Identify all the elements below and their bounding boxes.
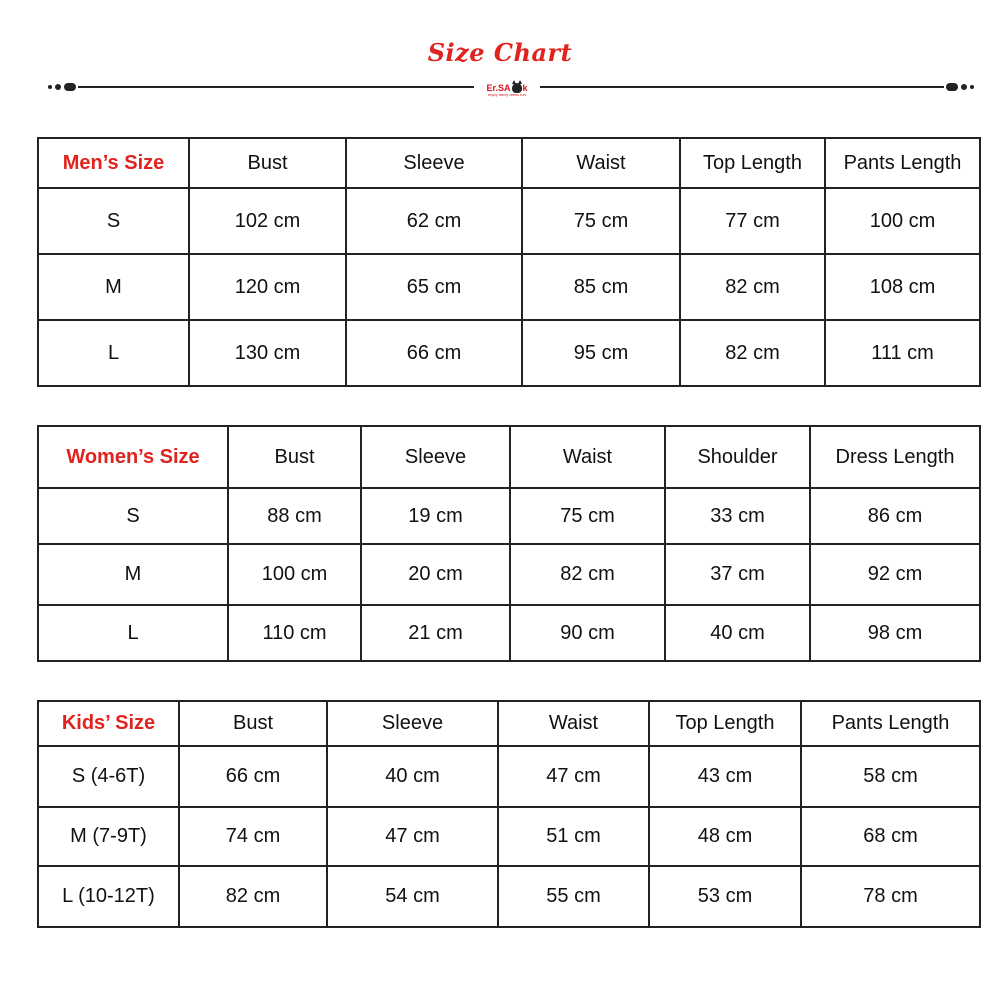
table-cell: 90 cm <box>510 605 665 661</box>
table-cell: M (7-9T) <box>38 807 179 866</box>
column-header: Sleeve <box>361 426 510 488</box>
kids-size-label: Kids’ Size <box>38 701 179 746</box>
table-cell: 66 cm <box>179 746 327 807</box>
table-cell: M <box>38 254 189 320</box>
table-row <box>38 488 980 544</box>
table-cell: 82 cm <box>680 254 825 320</box>
table-cell: 53 cm <box>649 866 801 927</box>
table-row <box>38 605 980 661</box>
table-cell: 110 cm <box>228 605 361 661</box>
table-row <box>38 746 980 807</box>
table-cell: 111 cm <box>825 320 980 386</box>
table-cell: S <box>38 488 228 544</box>
logo-text-2: k <box>522 83 528 93</box>
column-header: Pants Length <box>825 138 980 188</box>
table-cell: 82 cm <box>510 544 665 605</box>
table-cell: 21 cm <box>361 605 510 661</box>
table-cell: S <box>38 188 189 254</box>
table-row <box>38 807 980 866</box>
table-cell: 55 cm <box>498 866 649 927</box>
logo-text: Er.SA <box>486 83 511 93</box>
column-header: Bust <box>228 426 361 488</box>
table-cell: 54 cm <box>327 866 498 927</box>
table-cell: 98 cm <box>810 605 980 661</box>
divider-dots-left <box>48 82 76 92</box>
table-cell: 88 cm <box>228 488 361 544</box>
column-header: Waist <box>522 138 680 188</box>
table-cell: 51 cm <box>498 807 649 866</box>
table-cell: 74 cm <box>179 807 327 866</box>
table-cell: 108 cm <box>825 254 980 320</box>
kids-size-table <box>37 700 981 928</box>
table-cell: 75 cm <box>522 188 680 254</box>
table-cell: 47 cm <box>498 746 649 807</box>
table-row <box>38 254 980 320</box>
table-header-row <box>38 426 980 488</box>
table-cell: 85 cm <box>522 254 680 320</box>
womens-size-table <box>37 425 981 662</box>
column-header: Top Length <box>649 701 801 746</box>
table-cell: 33 cm <box>665 488 810 544</box>
column-header: Sleeve <box>346 138 522 188</box>
table-row <box>38 188 980 254</box>
column-header: Waist <box>510 426 665 488</box>
divider-dots-right <box>946 82 974 92</box>
table-cell: L (10-12T) <box>38 866 179 927</box>
table-cell: L <box>38 320 189 386</box>
column-header: Pants Length <box>801 701 980 746</box>
table-cell: 95 cm <box>522 320 680 386</box>
page-title: Size Chart <box>427 38 573 67</box>
column-header: Bust <box>179 701 327 746</box>
table-cell: 75 cm <box>510 488 665 544</box>
table-cell: 102 cm <box>189 188 346 254</box>
logo-tagline: enjoy fancy dress fun <box>488 92 526 97</box>
column-header: Waist <box>498 701 649 746</box>
column-header: Sleeve <box>327 701 498 746</box>
brand-logo <box>474 77 540 99</box>
mens-size-table <box>37 137 981 387</box>
table-cell: 77 cm <box>680 188 825 254</box>
table-header-row <box>38 138 980 188</box>
mens-size-label: Men’s Size <box>38 138 189 188</box>
womens-size-label: Women’s Size <box>38 426 228 488</box>
table-cell: 130 cm <box>189 320 346 386</box>
table-cell: 66 cm <box>346 320 522 386</box>
table-cell: 86 cm <box>810 488 980 544</box>
table-cell: 82 cm <box>680 320 825 386</box>
table-cell: 78 cm <box>801 866 980 927</box>
table-cell: 92 cm <box>810 544 980 605</box>
table-cell: 40 cm <box>327 746 498 807</box>
column-header: Bust <box>189 138 346 188</box>
table-row <box>38 544 980 605</box>
column-header: Dress Length <box>810 426 980 488</box>
table-cell: 47 cm <box>327 807 498 866</box>
table-header-row <box>38 701 980 746</box>
table-cell: 19 cm <box>361 488 510 544</box>
table-cell: 120 cm <box>189 254 346 320</box>
table-cell: 43 cm <box>649 746 801 807</box>
column-header: Shoulder <box>665 426 810 488</box>
table-cell: 48 cm <box>649 807 801 866</box>
column-header: Top Length <box>680 138 825 188</box>
table-cell: 100 cm <box>228 544 361 605</box>
table-cell: 100 cm <box>825 188 980 254</box>
table-cell: 65 cm <box>346 254 522 320</box>
table-cell: 62 cm <box>346 188 522 254</box>
table-cell: 82 cm <box>179 866 327 927</box>
table-cell: 40 cm <box>665 605 810 661</box>
table-row <box>38 866 980 927</box>
table-cell: L <box>38 605 228 661</box>
table-cell: 68 cm <box>801 807 980 866</box>
table-cell: 58 cm <box>801 746 980 807</box>
table-cell: S (4-6T) <box>38 746 179 807</box>
table-row <box>38 320 980 386</box>
table-cell: M <box>38 544 228 605</box>
table-cell: 37 cm <box>665 544 810 605</box>
table-cell: 20 cm <box>361 544 510 605</box>
